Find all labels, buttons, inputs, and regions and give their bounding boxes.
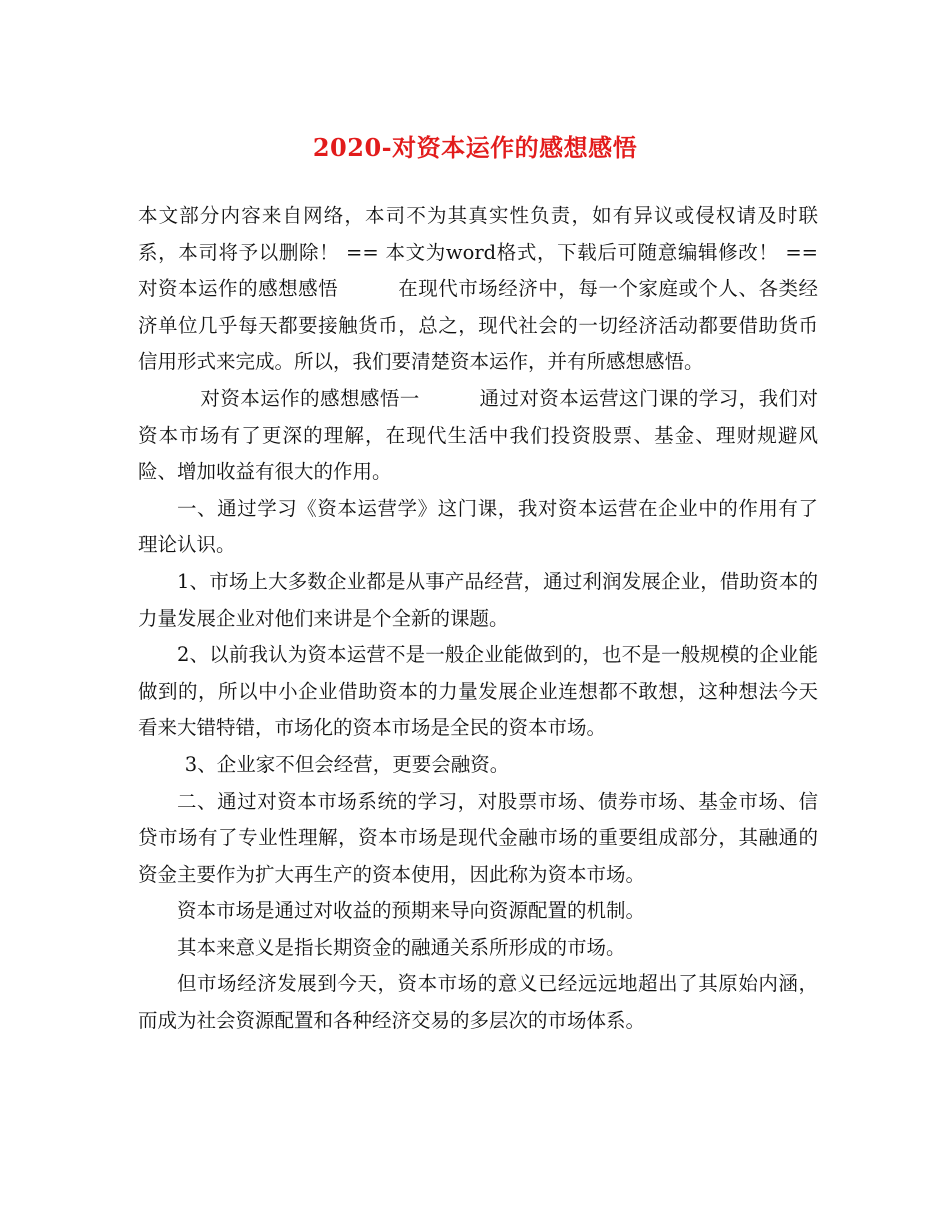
paragraph-section-one-intro: 对资本运作的感想感悟一 通过对资本运营这门课的学习，我们对资本市场有了更深的理解，在现代生活中我们投资股票、基金、理财规避风险、增加收益有很大的作用。 bbox=[138, 386, 818, 484]
intro-paragraph: 本文部分内容来自网络，本司不为其真实性负责，如有异议或侵权请及时联系，本司将予以删除！ == 本文为word格式，下载后可随意编辑修改！ == 对资本运作的感想感悟 在现代市场经济中，每一个家庭或个人、各类经济单位几乎每天都要接触货币，总之，现代社会的一切经济活动都要借助货币信用形式来完成。所以，我们要清楚资本运作，并有所感想感悟。 bbox=[138, 204, 858, 374]
paragraph-modern-meaning: 但市场经济发展到今天，资本市场的意义已经远远地超出了其原始内涵，而成为社会资源配置和各种经济交易的多层次的市场体系。 bbox=[138, 972, 818, 1033]
paragraph-item-1: 1、市场上大多数企业都是从事产品经营，通过利润发展企业，借助资本的力量发展企业对他们来讲是个全新的课题。 bbox=[138, 569, 818, 630]
paragraph-point-two: 二、通过对资本市场系统的学习，对股票市场、债券市场、基金市场、信贷市场有了专业性理解，资本市场是现代金融市场的重要组成部分，其融通的资金主要作为扩大再生产的资本使用，因此称为资本市场。 bbox=[138, 789, 818, 886]
document-body bbox=[138, 198, 858, 1040]
paragraph-capital-market-definition: 资本市场是通过对收益的预期来导向资源配置的机制。 bbox=[177, 899, 646, 923]
document-title: 2020-对资本运作的感想感悟 bbox=[312, 133, 638, 162]
paragraph-original-meaning: 其本来意义是指长期资金的融通关系所形成的市场。 bbox=[177, 935, 626, 959]
paragraph-point-one: 一、通过学习《资本运营学》这门课，我对资本运营在企业中的作用有了理论认识。 bbox=[138, 496, 818, 557]
paragraph-item-3: 3、企业家不但会经营，更要会融资。 bbox=[184, 752, 510, 776]
paragraph-item-2: 2、以前我认为资本运营不是一般企业能做到的，也不是一般规模的企业能做到的，所以中小企业借助资本的力量发展企业连想都不敢想，这种想法今天看来大错特错，市场化的资本市场是全民的资本市场。 bbox=[138, 643, 818, 740]
